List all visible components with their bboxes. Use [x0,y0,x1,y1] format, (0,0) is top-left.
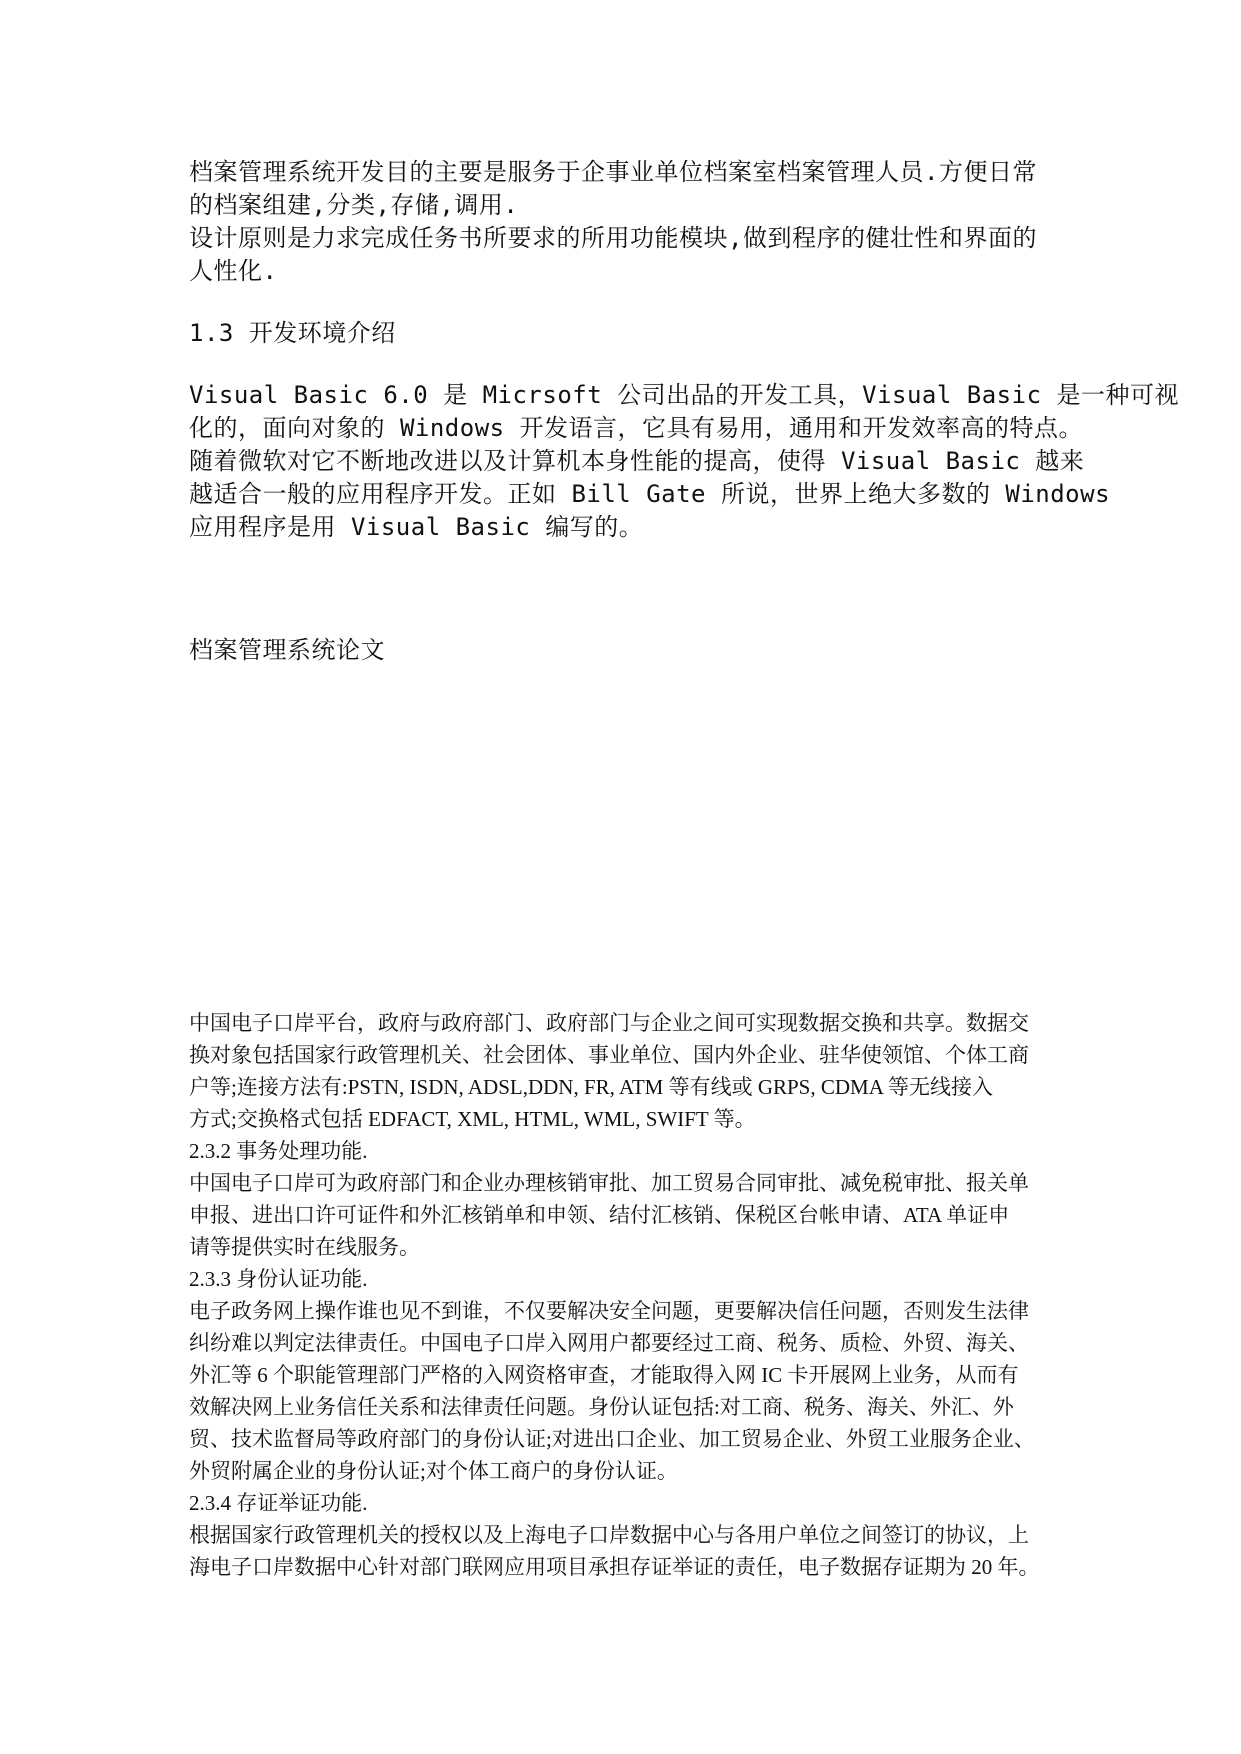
subsection-heading: 2.3.2 事务处理功能. [189,1139,368,1163]
intro-line: 人性化. [189,257,278,285]
lower-line: 外贸附属企业的身份认证;对个体工商户的身份认证。 [189,1459,678,1483]
body-line: Visual Basic 6.0 是 Micrsoft 公司出品的开发工具，Visual Basic 是一种可视 [189,381,1179,409]
lower-line: 请等提供实时在线服务。 [189,1235,420,1259]
lower-line: 外汇等 6 个职能管理部门严格的入网资格审查，才能取得入网 IC 卡开展网上业务，从而有 [189,1363,1019,1387]
thesis-title: 档案管理系统论文 [189,636,385,664]
lower-line: 根据国家行政管理机关的授权以及上海电子口岸数据中心与各用户单位之间签订的协议，上 [189,1523,1029,1547]
lower-line: 纠纷难以判定法律责任。中国电子口岸入网用户都要经过工商、税务、质检、外贸、海关、 [189,1331,1029,1355]
body-line: 化的，面向对象的 Windows 开发语言，它具有易用，通用和开发效率高的特点。 [189,414,1084,442]
lower-line: 效解决网上业务信任关系和法律责任问题。身份认证包括:对工商、税务、海关、外汇、外 [189,1395,1014,1419]
lower-line: 中国电子口岸平台，政府与政府部门、政府部门与企业之间可实现数据交换和共享。数据交 [189,1011,1029,1035]
intro-line: 设计原则是力求完成任务书所要求的所用功能模块,做到程序的健壮性和界面的 [189,224,1037,252]
lower-line: 申报、进出口许可证件和外汇核销单和申领、结付汇核销、保税区台帐申请、ATA 单证申 [189,1203,1010,1227]
body-line: 随着微软对它不断地改进以及计算机本身性能的提高，使得 Visual Basic 越来 [189,447,1085,475]
lower-line: 贸、技术监督局等政府部门的身份认证;对进出口企业、加工贸易企业、外贸工业服务企业、 [189,1427,1035,1451]
subsection-heading: 2.3.4 存证举证功能. [189,1491,368,1515]
lower-line: 户等;连接方法有:PSTN, ISDN, ADSL,DDN, FR, ATM 等有线或 GRPS, CDMA 等无线接入 [189,1075,993,1099]
lower-line: 海电子口岸数据中心针对部门联网应用项目承担存证举证的责任，电子数据存证期为 20 年。 [189,1555,1040,1579]
lower-line: 中国电子口岸可为政府部门和企业办理核销审批、加工贸易合同审批、减免税审批、报关单 [189,1171,1029,1195]
intro-line: 的档案组建,分类,存储,调用. [189,191,519,219]
intro-line: 档案管理系统开发目的主要是服务于企事业单位档案室档案管理人员.方便日常 [189,158,1037,186]
lower-line: 换对象包括国家行政管理机关、社会团体、事业单位、国内外企业、驻华使领馆、个体工商 [189,1043,1029,1067]
body-line: 越适合一般的应用程序开发。正如 Bill Gate 所说，世界上绝大多数的 Windows [189,480,1111,508]
subsection-heading: 2.3.3 身份认证功能. [189,1267,368,1291]
section-heading: 1.3 开发环境介绍 [189,319,396,347]
lower-line: 方式;交换格式包括 EDFACT, XML, HTML, WML, SWIFT 等。 [189,1107,756,1131]
body-line: 应用程序是用 Visual Basic 编写的。 [189,513,644,541]
lower-line: 电子政务网上操作谁也见不到谁，不仅要解决安全问题，更要解决信任问题，否则发生法律 [189,1299,1029,1323]
